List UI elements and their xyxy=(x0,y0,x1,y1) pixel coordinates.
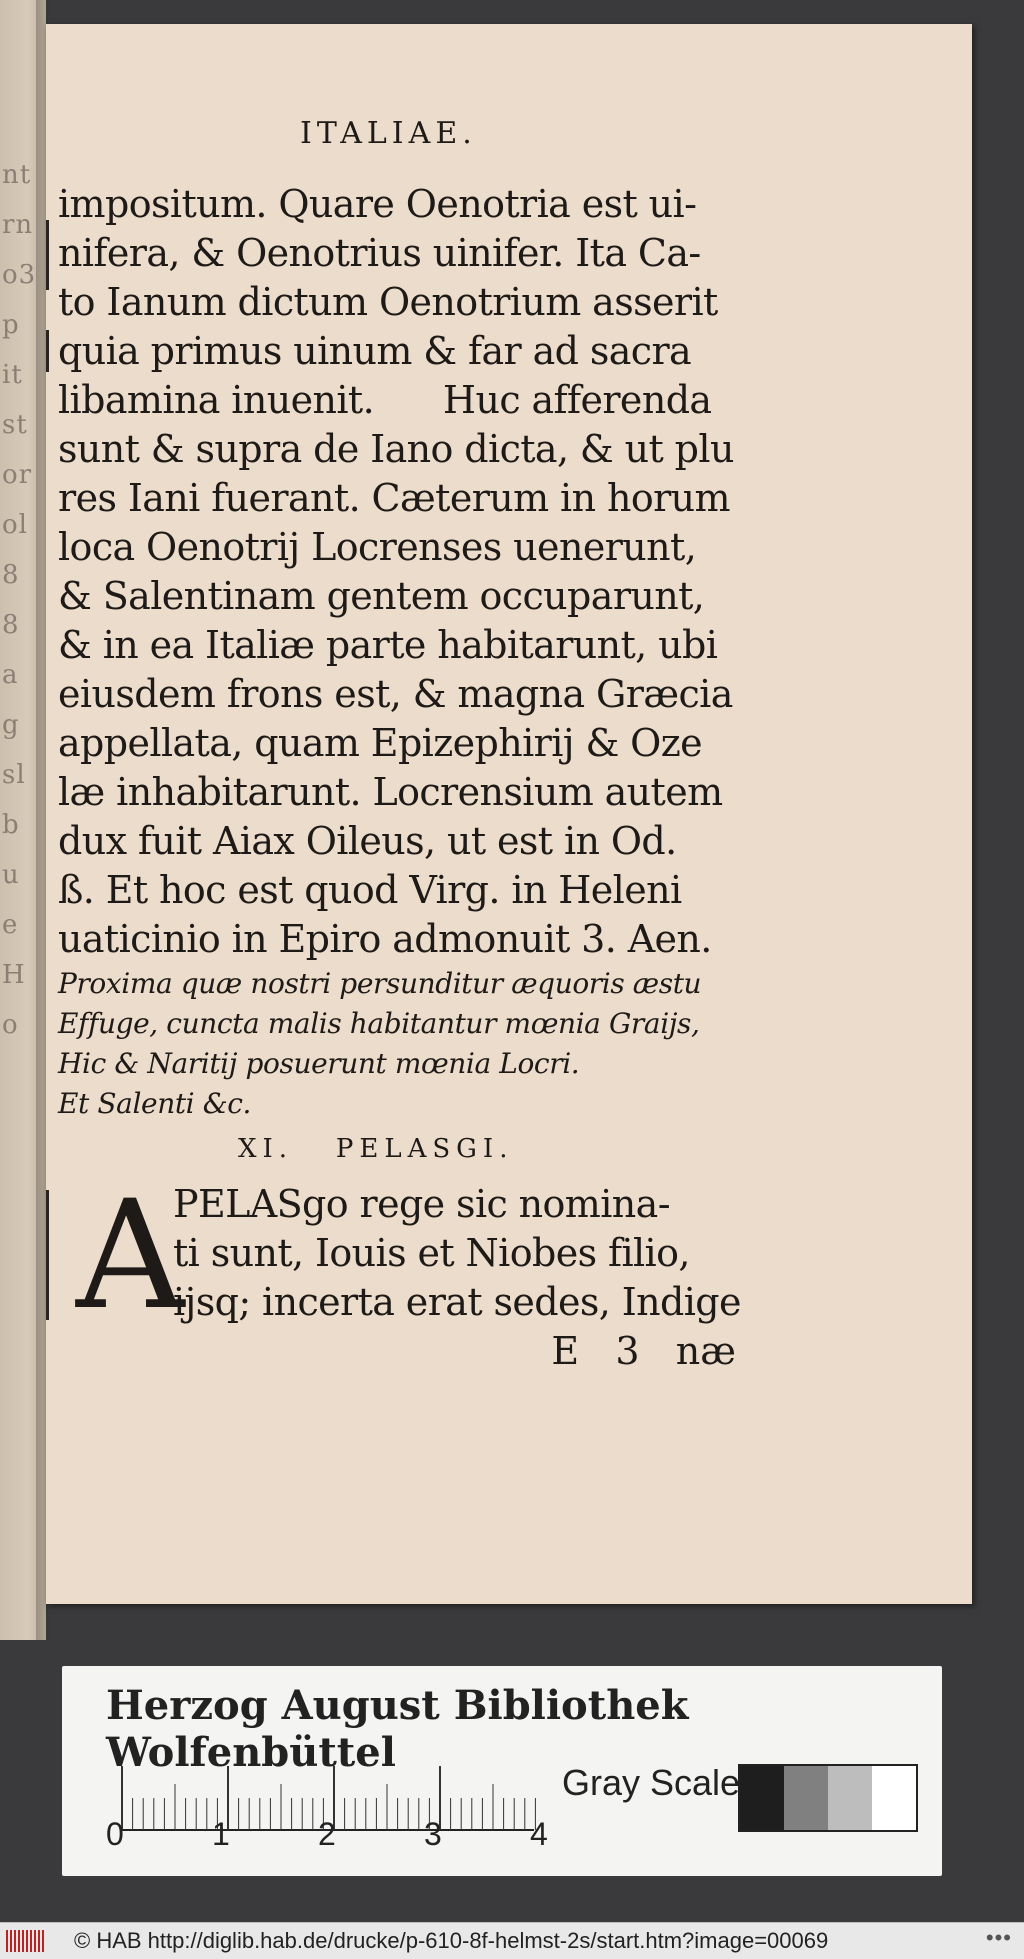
text-line: to Ianum dictum Oenotrium asserit xyxy=(58,280,718,324)
facing-page-fragment: nt xyxy=(2,160,32,190)
facing-page-fragment: rn xyxy=(2,210,34,240)
gray-swatch xyxy=(872,1766,916,1830)
margin-bracket xyxy=(46,1190,49,1320)
text-line: appellata, quam Epizephirij & Oze xyxy=(58,721,703,765)
facing-page-fragment: g xyxy=(2,710,20,740)
text-line: læ inhabitarunt. Locrensium autem xyxy=(58,770,723,814)
facing-page-fragment: sl xyxy=(2,760,26,790)
facing-page-fragment: e xyxy=(2,910,19,940)
text-line: libamina inuenit. Huc afferenda xyxy=(58,378,712,422)
text-line: sunt & supra de Iano dicta, & ut plu xyxy=(58,427,734,471)
gray-scale-swatches xyxy=(738,1764,918,1832)
facing-page-fragment: a xyxy=(2,660,19,690)
gray-scale-label: Gray Scale xyxy=(562,1762,741,1803)
ruler-label: 3 xyxy=(424,1816,442,1852)
ruler-label: 0 xyxy=(106,1816,124,1852)
copyright-url[interactable]: © HAB http://diglib.hab.de/drucke/p-610-8f-helmst-2s/start.htm?image=00069 xyxy=(74,1928,829,1953)
text-line: quia primus uinum & far ad sacra xyxy=(58,329,692,373)
facing-page-fragment: o3 xyxy=(2,260,37,290)
text-line: nifera, & Oenotrius uinifer. Ita Ca- xyxy=(58,231,701,275)
verse-line: Effuge, cuncta malis habitantur mœnia Graijs, xyxy=(58,1007,700,1040)
text-block xyxy=(58,180,748,1376)
facing-page-fragment: o xyxy=(2,1010,19,1040)
footer-bar xyxy=(0,1922,1024,1959)
facing-page-fragment: u xyxy=(2,860,20,890)
verse-line: Hic & Naritij posuerunt mœnia Locri. xyxy=(58,1047,580,1080)
verse-quotation xyxy=(58,964,748,1124)
margin-bracket xyxy=(46,330,49,372)
facing-page-fragment: or xyxy=(2,460,33,490)
gray-swatch xyxy=(828,1766,872,1830)
verse-line: Et Salenti &c. xyxy=(58,1087,252,1120)
facing-page-fragment: it xyxy=(2,360,23,390)
text-line: & in ea Italiæ parte habitarunt, ubi xyxy=(58,623,718,667)
facing-page-fragment: ol xyxy=(2,510,28,540)
facing-page-fragment: H xyxy=(2,960,26,990)
text-line: dux fuit Aiax Oileus, ut est in Od. xyxy=(58,819,677,863)
facing-page-fragment: b xyxy=(2,810,20,840)
facing-page-fragment: 8 xyxy=(2,610,20,640)
ruler-label: 1 xyxy=(212,1816,230,1852)
library-name: Herzog August Bibliothek Wolfenbüttel xyxy=(106,1682,689,1776)
drop-cap: A xyxy=(76,1169,185,1343)
text-line: PELASgo rege sic nomina- xyxy=(173,1182,670,1226)
ruler-label: 2 xyxy=(318,1816,336,1852)
section-opening xyxy=(58,1169,748,1343)
book-page xyxy=(46,24,972,1604)
section-heading: XI. PELASGI. xyxy=(238,1134,514,1164)
text-line: res Iani fuerant. Cæterum in horum xyxy=(58,476,730,520)
verse-line: Proxima quæ nostri persunditur æquoris æstu xyxy=(58,967,702,1000)
ruler-label: 4 xyxy=(530,1816,548,1852)
paragraph xyxy=(58,180,748,964)
ellipsis-icon[interactable]: ••• xyxy=(985,1925,1012,1950)
text-line: eiusdem frons est, & magna Græcia xyxy=(58,672,733,716)
text-line: loca Oenotrij Locrenses uenerunt, xyxy=(58,525,697,569)
facing-page-fragment: st xyxy=(2,410,28,440)
text-line: impositum. Quare Oenotria est ui- xyxy=(58,182,697,226)
text-line: & Salentinam gentem occuparunt, xyxy=(58,574,705,618)
text-line: ß. Et hoc est quod Virg. in Heleni xyxy=(58,868,682,912)
text-line: uaticinio in Epiro admonuit 3. Aen. xyxy=(58,917,712,961)
signature-catchword: E 3 næ xyxy=(551,1329,736,1373)
hab-logo-icon xyxy=(6,1930,46,1952)
facing-page-fragment: p xyxy=(2,310,20,340)
facing-page-fragment: 8 xyxy=(2,560,20,590)
margin-bracket xyxy=(46,220,49,290)
color-scale-card xyxy=(62,1666,942,1876)
gray-swatch xyxy=(784,1766,828,1830)
gray-swatch xyxy=(740,1766,784,1830)
text-line: ti sunt, Iouis et Niobes filio, xyxy=(173,1231,690,1275)
running-head: ITALIAE. xyxy=(300,116,477,151)
text-line: ijsq; incerta erat sedes, Indige xyxy=(173,1280,741,1324)
